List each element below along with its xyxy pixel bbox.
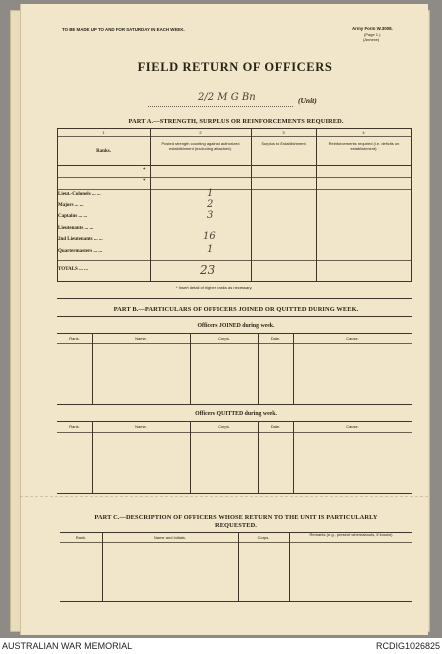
col-header-surplus: Surplus to Establishment.	[261, 141, 307, 146]
page-number: (Page 1.)	[364, 32, 381, 37]
rank-row-lieut-colonels: Lieut.-Colonels ... ...	[58, 192, 101, 197]
annexe-label: (Annexe)	[363, 37, 380, 42]
footer-source: AUSTRALIAN WAR MEMORIAL	[2, 641, 133, 651]
unit-label: (Unit)	[298, 96, 317, 105]
joined-title: Officers JOINED during week.	[197, 323, 275, 329]
rank-row-2nd-lieutenants: 2nd Lieutenants ... ...	[58, 237, 103, 242]
header-instruction: TO BE MADE UP TO AND FOR SATURDAY IN EACH WEEK.	[62, 27, 185, 32]
form-number: Army Form W.3008.	[352, 26, 393, 31]
unit-handwritten: 2/2 M G Bn	[198, 92, 256, 103]
partc-col-name: Name and Initials.	[153, 535, 186, 540]
strength-2nd-lieutenants: 16	[203, 231, 216, 242]
part-b-heading: PART B.—PARTICULARS OF OFFICERS JOINED OR QUITTED DURING WEEK.	[113, 306, 359, 313]
rank-row-lieutenants: Lieutenants ... ...	[58, 226, 94, 231]
col-number-2: 2	[199, 130, 202, 135]
strength-lieut-colonels: 1	[207, 188, 214, 199]
partc-col-corps: Corps.	[257, 535, 270, 540]
quitted-title: Officers QUITTED during week.	[195, 411, 277, 417]
quitted-col-date: Date.	[270, 424, 281, 429]
part-c-heading-line2: REQUESTED.	[214, 522, 258, 529]
form-title: FIELD RETURN OF OFFICERS	[137, 60, 333, 74]
rank-row-quartermasters: Quartermasters ... ...	[58, 249, 103, 254]
part-a-heading: PART A.—STRENGTH, SURPLUS OR REINFORCEMENTS REQUIRED.	[128, 118, 344, 125]
rank-row-majors: Majors ... ...	[58, 203, 84, 208]
joined-col-date: Date.	[270, 336, 281, 341]
rank-row-blank-1: *	[143, 168, 146, 173]
col-number-1: 1	[102, 130, 105, 135]
strength-quartermasters: 1	[207, 244, 214, 255]
joined-col-name: Name.	[135, 336, 147, 341]
rank-row-blank-2: *	[143, 179, 146, 184]
partc-col-rank: Rank.	[75, 535, 87, 540]
strength-captains: 3	[207, 210, 214, 221]
col-number-3: 3	[282, 130, 285, 135]
joined-col-cause: Cause.	[346, 336, 359, 341]
part-c-heading-line1: PART C.—DESCRIPTION OF OFFICERS WHOSE RETURN TO THE UNIT IS PARTICULARLY	[94, 514, 378, 521]
col-header-ranks: Ranks.	[96, 149, 111, 154]
footer-id: RCDIG1026825	[375, 641, 440, 651]
joined-col-rank: Rank.	[69, 336, 80, 341]
strength-majors: 2	[207, 199, 214, 210]
totals-label: TOTALS ... ...	[58, 267, 88, 272]
fold-line	[20, 496, 428, 497]
col-header-posted-strength: Posted strength counting against authorized establishment (excluding attached).	[161, 141, 240, 151]
quitted-col-rank: Rank.	[69, 424, 80, 429]
part-a-footnote: * Insert detail of higher ranks as necessary.	[176, 285, 253, 290]
rank-row-captains: Captains ... ...	[58, 214, 88, 219]
quitted-col-name: Name.	[135, 424, 147, 429]
col-number-4: 4	[362, 130, 365, 135]
part-a-top-rule	[57, 128, 412, 129]
strength-totals: 23	[200, 263, 216, 277]
quitted-col-corps: Corps.	[218, 424, 230, 429]
joined-col-corps: Corps.	[218, 336, 230, 341]
col-header-reinforcements: Reinforcements required (i.e. deficits on establishment).	[328, 141, 400, 151]
archive-footer	[0, 638, 442, 654]
partc-col-remarks: Remarks (e.g., present whereabouts, if known)	[309, 532, 393, 537]
quitted-col-cause: Cause.	[346, 424, 359, 429]
